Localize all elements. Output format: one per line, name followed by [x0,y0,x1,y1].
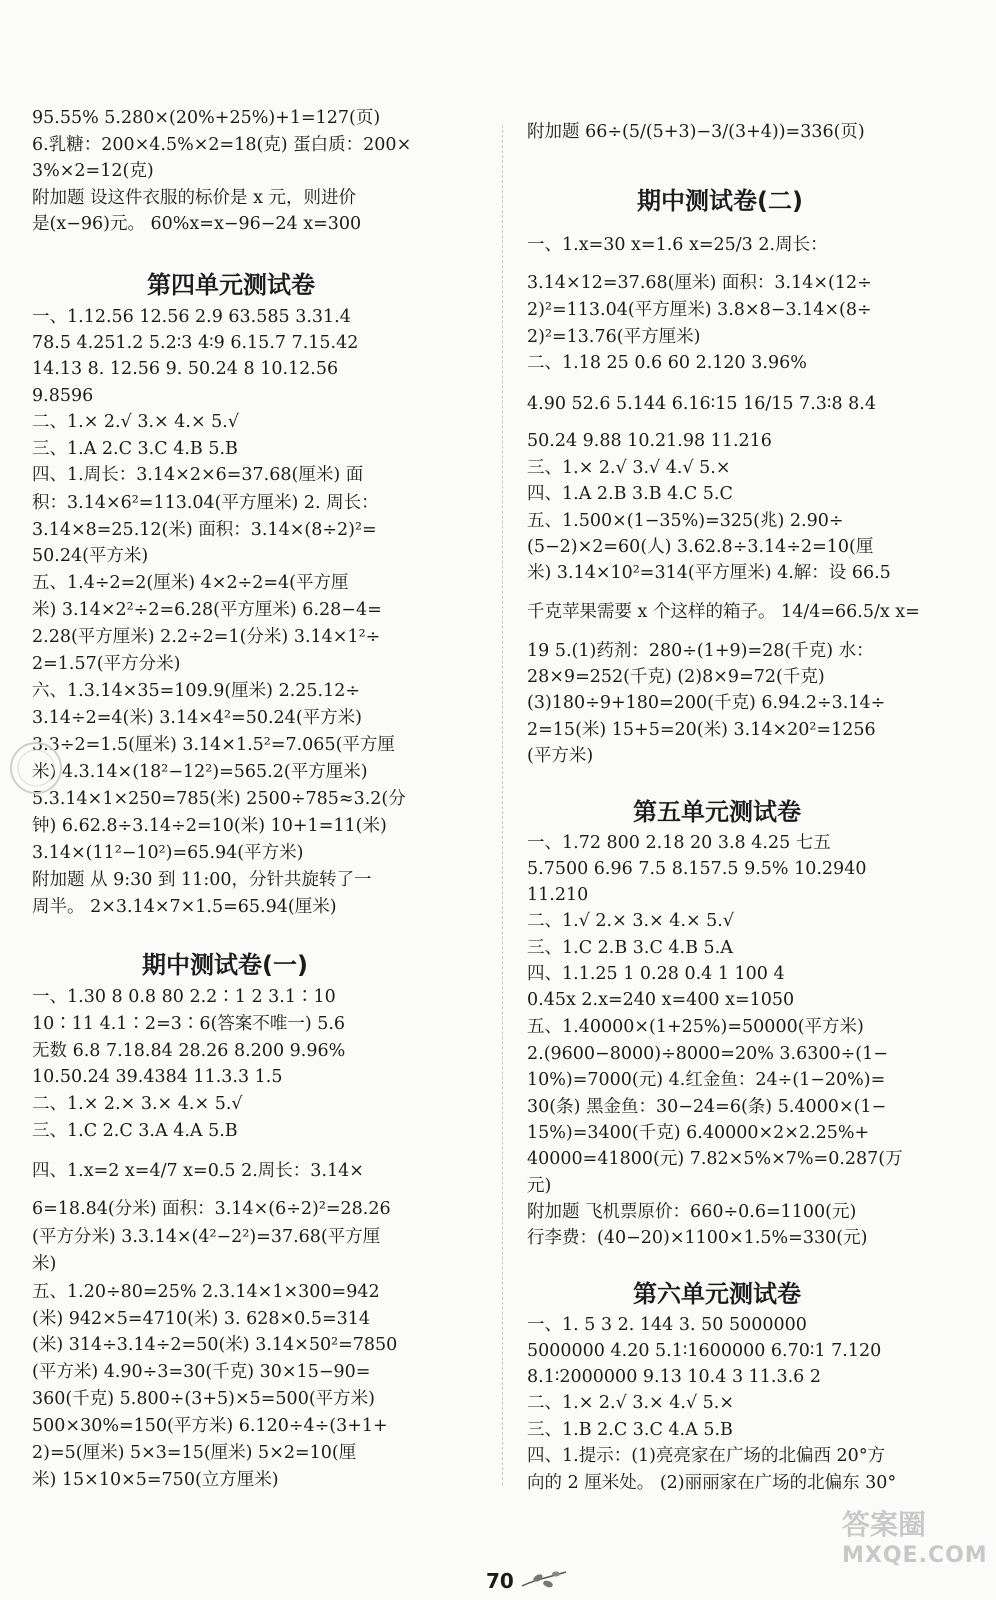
answer-line: (米) 942×5=4710(米) 3. 628×0.5=314 [32,1309,371,1329]
answer-line: 四、1.1.25 1 0.28 0.4 1 100 4 [527,964,785,984]
section-title: 第四单元测试卷 [147,271,315,299]
answer-line: 米) 3.14×2²÷2=6.28(平方厘米) 6.28−4= [32,600,382,620]
answer-line: 钟) 6.62.8÷3.14÷2=10(米) 10+1=11(米) [32,816,387,836]
answer-line: 五、1.500×(1−35%)=325(兆) 2.90÷ [527,511,844,531]
section-title: 第六单元测试卷 [633,1280,801,1308]
answer-line: 2.28(平方厘米) 2.2÷2=1(分米) 3.14×1²÷ [32,627,381,647]
answer-line: 4.90 52.6 5.144 6.16∶15 16/15 7.3∶8 8.4 [527,394,876,414]
answer-line: 2)²=13.76(平方厘米) [527,327,701,347]
answer-line: 3.3÷2=1.5(厘米) 3.14×1.5²=7.065(平方厘 [32,735,395,755]
answer-line: 米) 4.3.14×(18²−12²)=565.2(平方厘米) [32,762,368,782]
answer-line: 二、1.√ 2.× 3.× 4.× 5.√ [527,911,735,931]
answer-line: (平方米) [527,746,594,766]
answer-line: 2)²=113.04(平方厘米) 3.8×8−3.14×(8÷ [527,300,872,320]
answer-line: 6=18.84(分米) 面积：3.14×(6÷2)²=28.26 [32,1199,391,1219]
answer-line: 9.8596 [32,386,94,406]
answer-line: 50.24(平方米) [32,546,149,566]
watermark-line1: 答案圈 [842,1508,927,1541]
answer-line: 2.(9600−8000)÷8000=20% 3.6300÷(1− [527,1044,888,1064]
answer-line: 附加题 设这件衣服的标价是 x 元，则进价 [32,188,357,208]
answer-line: 三、1.× 2.√ 3.√ 4.√ 5.× [527,458,731,478]
answer-line: 二、1.× 2.√ 3.× 4.× 5.√ [32,412,240,432]
answer-line: 一、1.72 800 2.18 20 3.8 4.25 七五 [527,833,831,853]
answer-line: 14.13 8. 12.56 9. 50.24 8 10.12.56 [32,359,339,379]
answer-line: 积：3.14×6²=113.04(平方厘米) 2. 周长： [32,493,379,513]
answer-line: 95.55% 5.280×(20%+25%)+1=127(页) [32,108,381,128]
answer-line: 米) 3.14×10²=314(平方厘米) 4.解：设 66.5 [527,563,891,583]
column-divider [502,125,503,1485]
answer-line: (米) 314÷3.14÷2=50(米) 3.14×50²=7850 [32,1335,398,1355]
answer-line: 六、1.3.14×35=109.9(厘米) 2.25.12÷ [32,681,361,701]
answer-line: 三、1.A 2.C 3.C 4.B 5.B [32,439,238,459]
answer-line: 0.45x 2.x=240 x=400 x=1050 [527,990,795,1010]
watermark-line2: MXQE.COM [842,1543,988,1568]
answer-line: 5.3.14×1×250=785(米) 2500÷785≈3.2(分 [32,789,406,809]
answer-line: 向的 2 厘米处。 (2)丽丽家在广场的北偏东 30° [527,1473,897,1493]
watermark-logo [842,1503,988,1568]
answer-line: 一、1. 5 3 2. 144 3. 50 5000000 [527,1315,807,1335]
answer-line: 五、1.20÷80=25% 2.3.14×1×300=942 [32,1282,380,1302]
flower-ornament-icon [520,1566,570,1594]
answer-line: 2)=5(厘米) 5×3=15(厘米) 5×2=10(厘 [32,1443,357,1463]
answer-line: 千克苹果需要 x 个这样的箱子。 14/4=66.5/x x= [527,602,920,622]
answer-line: 三、1.C 2.B 3.C 4.B 5.A [527,938,733,958]
answer-line: 一、1.12.56 12.56 2.9 63.585 3.31.4 [32,307,351,327]
answer-line: 四、1.周长：3.14×2×6=37.68(厘米) 面 [32,465,364,485]
answer-line: 米) [32,1254,57,1274]
section-title: 第五单元测试卷 [633,798,801,826]
answer-line: 3.14×(11²−10²)=65.94(平方米) [32,843,304,863]
answer-line: 行李费：(40−20)×1100×1.5%=330(元) [527,1228,868,1248]
answer-line: 五、1.40000×(1+25%)=50000(平方米) [527,1017,864,1037]
answer-line: 是(x−96)元。 60%x=x−96−24 x=300 [32,214,362,234]
answer-line: 四、1.x=2 x=4/7 x=0.5 2.周长：3.14× [32,1161,364,1181]
answer-line: 11.210 [527,885,589,905]
answer-line: 四、1.A 2.B 3.B 4.C 5.C [527,484,733,504]
page-number: 70 [486,1569,514,1593]
answer-line: 8.1∶2000000 9.13 10.4 3 11.3.6 2 [527,1367,821,1387]
answer-line: (5−2)×2=60(人) 3.62.8÷3.14÷2=10(厘 [527,537,874,557]
answer-line: 一、1.x=30 x=1.6 x=25/3 2.周长： [527,235,828,255]
answer-line: 3.14×8=25.12(米) 面积：3.14×(8÷2)²= [32,520,377,540]
answer-line: 10∶11 4.1∶2=3∶6(答案不唯一) 5.6 [32,1014,346,1034]
answer-line: 附加题 从 9:30 到 11:00，分针共旋转了一 [32,870,372,890]
answer-line: 3%×2=12(克) [32,161,154,181]
answer-line: 30(条) 黑金鱼：30−24=6(条) 5.4000×(1− [527,1097,887,1117]
answer-line: 28×9=252(千克) (2)8×9=72(千克) [527,667,825,687]
answer-line: (平方分米) 3.3.14×(4²−2²)=37.68(平方厘 [32,1227,381,1247]
answer-line: 15%)=3400(千克) 6.40000×2×2.25%+ [527,1123,870,1143]
answer-line: 2=15(米) 15+5=20(米) 3.14×20²=1256 [527,720,876,740]
answer-line: 二、1.18 25 0.6 60 2.120 3.96% [527,353,807,373]
answer-line: 78.5 4.251.2 5.2∶3 4∶9 6.15.7 7.15.42 [32,333,359,353]
stamp-watermark [8,740,64,796]
answer-line: 500×30%=150(平方米) 6.120÷4÷(3+1+ [32,1416,388,1436]
answer-line: 元) [527,1176,552,1196]
answer-line: 6.乳糖：200×4.5%×2=18(克) 蛋白质：200× [32,135,412,155]
answer-line: 40000=41800(元) 7.82×5%×7%=0.287(万 [527,1149,903,1169]
answer-line: 附加题 飞机票原价：660÷0.6=1100(元) [527,1202,857,1222]
answer-line: 10%)=7000(元) 4.红金鱼：24÷(1−20%)= [527,1070,886,1090]
answer-line: 四、1.提示：(1)亮亮家在广场的北偏西 20°方 [527,1446,886,1466]
answer-line: 附加题 66÷(5/(5+3)−3/(3+4))=336(页) [527,122,865,142]
answer-line: 19 5.(1)药剂：280÷(1+9)=28(千克) 水： [527,641,874,661]
section-title: 期中测试卷(二) [637,187,803,215]
section-title: 期中测试卷(一) [142,951,308,979]
answer-line: 5000000 4.20 5.1∶1600000 6.70∶1 7.120 [527,1341,882,1361]
answer-line: 三、1.B 2.C 3.C 4.A 5.B [527,1420,733,1440]
answer-line: 360(千克) 5.800÷(3+5)×5=500(平方米) [32,1389,375,1409]
answer-line: 二、1.× 2.× 3.× 4.× 5.√ [32,1094,243,1114]
answer-line: (平方米) 4.90÷3=30(千克) 30×15−90= [32,1362,371,1382]
answer-line: (3)180÷9+180=200(千克) 6.94.2÷3.14÷ [527,693,886,713]
answer-line: 5.7500 6.96 7.5 8.157.5 9.5% 10.2940 [527,859,867,879]
answer-line: 无数 6.8 7.18.84 28.26 8.200 9.96% [32,1041,346,1061]
answer-line: 五、1.4÷2=2(厘米) 4×2÷2=4(平方厘 [32,573,349,593]
answer-line: 米) 15×10×5=750(立方厘米) [32,1470,279,1490]
answer-line: 3.14×12=37.68(厘米) 面积：3.14×(12÷ [527,273,872,293]
answer-line: 2=1.57(平方分米) [32,654,181,674]
answer-line: 一、1.30 8 0.8 80 2.2∶1 2 3.1∶10 [32,987,336,1007]
answer-line: 50.24 9.88 10.21.98 11.216 [527,431,772,451]
answer-line: 3.14÷2=4(米) 3.14×4²=50.24(平方米) [32,708,362,728]
answer-line: 二、1.× 2.√ 3.× 4.√ 5.× [527,1393,735,1413]
answer-line: 三、1.C 2.C 3.A 4.A 5.B [32,1121,238,1141]
answer-line: 10.50.24 39.4384 11.3.3 1.5 [32,1067,283,1087]
answer-line: 周半。 2×3.14×7×1.5=65.94(厘米) [32,897,337,917]
